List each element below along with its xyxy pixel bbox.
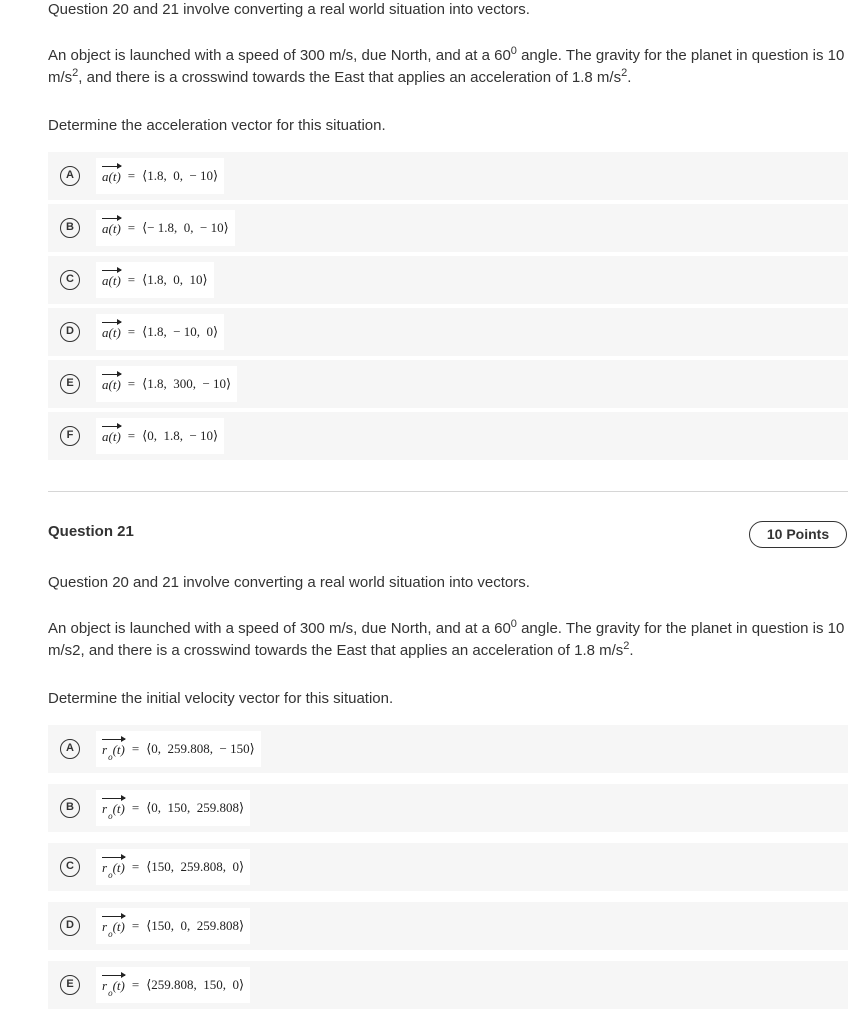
option-formula: $r_o(t)$ = ⟨150, 259.808, 0⟩ bbox=[96, 849, 250, 885]
q21-prompt: Determine the initial velocity vector for this situation. bbox=[48, 690, 394, 707]
option-letter-badge: C bbox=[60, 857, 80, 877]
option-formula: a(t) = ⟨1.8, 0, − 10⟩ bbox=[96, 158, 224, 194]
option-letter-badge: B bbox=[60, 798, 80, 818]
vector-symbol: $r_o(t)$ bbox=[102, 860, 125, 880]
q21-scenario: An object is launched with a speed of 300 m/s, due North, and at a $60^0$ angle. The gravity for the planet in question is 10 m/s2, and there is a crosswind towards the East that applies an acceleration of 1.8 $m/s^2$. bbox=[48, 618, 845, 659]
option-formula: a(t) = ⟨1.8, 300, − 10⟩ bbox=[96, 366, 237, 402]
vector-value: ⟨1.8, 300, − 10⟩ bbox=[142, 376, 232, 391]
vector-value: ⟨150, 259.808, 0⟩ bbox=[146, 859, 245, 874]
option-formula: $r_o(t)$ = ⟨150, 0, 259.808⟩ bbox=[96, 908, 250, 944]
question-divider bbox=[48, 491, 848, 492]
vector-symbol: a(t) bbox=[102, 325, 121, 340]
answer-option-a[interactable] bbox=[48, 725, 848, 773]
answer-option-a[interactable] bbox=[48, 152, 848, 200]
q20-prompt: Determine the acceleration vector for this situation. bbox=[48, 117, 386, 134]
option-letter-badge: C bbox=[60, 270, 80, 290]
option-letter-badge: A bbox=[60, 739, 80, 759]
answer-option-b[interactable] bbox=[48, 204, 848, 252]
vector-symbol: a(t) bbox=[102, 169, 121, 184]
vector-symbol: $r_o(t)$ bbox=[102, 801, 125, 821]
option-formula: a(t) = ⟨1.8, − 10, 0⟩ bbox=[96, 314, 224, 350]
option-formula: a(t) = ⟨1.8, 0, 10⟩ bbox=[96, 262, 214, 298]
answer-option-e[interactable] bbox=[48, 360, 848, 408]
degree-superscript: 0 bbox=[510, 618, 517, 630]
option-letter-badge: E bbox=[60, 975, 80, 995]
vector-value: ⟨0, 259.808, − 150⟩ bbox=[146, 741, 255, 756]
option-letter-badge: A bbox=[60, 166, 80, 186]
option-formula: a(t) = ⟨− 1.8, 0, − 10⟩ bbox=[96, 210, 235, 246]
answer-option-f[interactable] bbox=[48, 412, 848, 460]
answer-option-e[interactable] bbox=[48, 961, 848, 1009]
answer-option-c[interactable] bbox=[48, 256, 848, 304]
vector-symbol: $r_o(t)$ bbox=[102, 978, 125, 998]
vector-symbol: a(t) bbox=[102, 273, 121, 288]
vector-symbol: $r_o(t)$ bbox=[102, 919, 125, 939]
q20-options bbox=[48, 152, 848, 464]
vector-symbol: a(t) bbox=[102, 377, 121, 392]
answer-option-d[interactable] bbox=[48, 308, 848, 356]
vector-value: ⟨259.808, 150, 0⟩ bbox=[146, 977, 245, 992]
option-formula: $r_o(t)$ = ⟨0, 150, 259.808⟩ bbox=[96, 790, 250, 826]
vector-symbol: $r_o(t)$ bbox=[102, 742, 125, 762]
option-letter-badge: E bbox=[60, 374, 80, 394]
vector-symbol: a(t) bbox=[102, 221, 121, 236]
option-letter-badge: B bbox=[60, 218, 80, 238]
answer-option-d[interactable] bbox=[48, 902, 848, 950]
vector-value: ⟨− 1.8, 0, − 10⟩ bbox=[142, 220, 229, 235]
vector-value: ⟨1.8, 0, 10⟩ bbox=[142, 272, 208, 287]
option-formula: $r_o(t)$ = ⟨259.808, 150, 0⟩ bbox=[96, 967, 250, 1003]
vector-symbol: a(t) bbox=[102, 429, 121, 444]
answer-option-c[interactable] bbox=[48, 843, 848, 891]
answer-option-b[interactable] bbox=[48, 784, 848, 832]
option-formula: $r_o(t)$ = ⟨0, 259.808, − 150⟩ bbox=[96, 731, 261, 767]
q20-scenario: An object is launched with a speed of 300 m/s, due North, and at a $60^0$ angle. The gravity for the planet in question is 10 $m/s^2$, and there is a crosswind towards the East that applies an acceleration of 1.8 $m/s^2$. bbox=[48, 45, 845, 86]
degree-superscript: 0 bbox=[510, 45, 517, 57]
vector-value: ⟨0, 1.8, − 10⟩ bbox=[142, 428, 219, 443]
option-letter-badge: D bbox=[60, 916, 80, 936]
q21-points-badge: 10 Points bbox=[749, 521, 847, 548]
option-letter-badge: F bbox=[60, 426, 80, 446]
vector-value: ⟨150, 0, 259.808⟩ bbox=[146, 918, 245, 933]
vector-value: ⟨0, 150, 259.808⟩ bbox=[146, 800, 245, 815]
q20-intro: Question 20 and 21 involve converting a real world situation into vectors. bbox=[48, 1, 530, 18]
q21-intro: Question 20 and 21 involve converting a real world situation into vectors. bbox=[48, 574, 530, 591]
option-letter-badge: D bbox=[60, 322, 80, 342]
vector-value: ⟨1.8, 0, − 10⟩ bbox=[142, 168, 219, 183]
option-formula: a(t) = ⟨0, 1.8, − 10⟩ bbox=[96, 418, 224, 454]
q21-title: Question 21 bbox=[48, 523, 134, 540]
q21-options bbox=[48, 725, 848, 1020]
vector-value: ⟨1.8, − 10, 0⟩ bbox=[142, 324, 219, 339]
